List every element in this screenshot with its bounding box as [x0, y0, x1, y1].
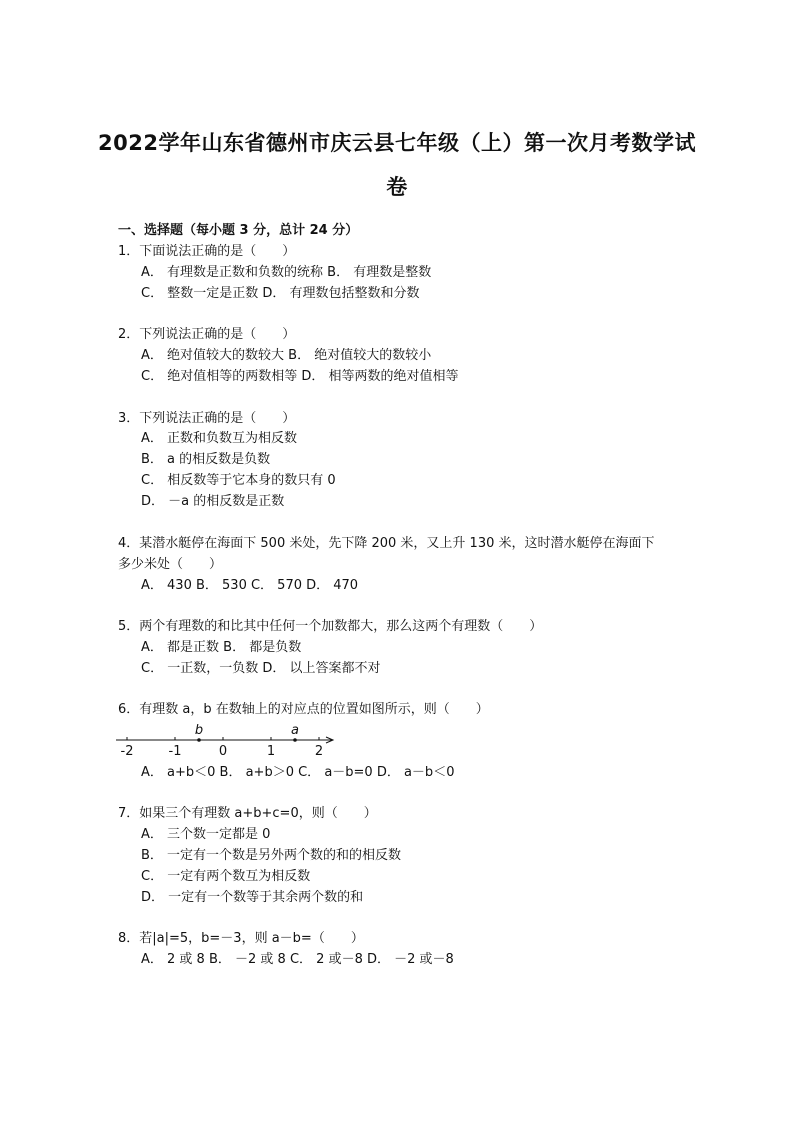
question-1-option-row: A． 有理数是正数和负数的统称 B． 有理数是整数	[141, 265, 432, 280]
question-5-stem: 5．两个有理数的和比其中任何一个加数都大，那么这两个有理数（ ）	[118, 619, 543, 634]
number-line-point-b	[197, 738, 201, 742]
number-line-tick-label: -1	[168, 744, 182, 758]
number-line-figure	[112, 722, 342, 758]
question-5-option-row: A． 都是正数 B． 都是负数	[141, 640, 302, 655]
number-line-point-label-a: a	[291, 723, 299, 738]
question-8-option-row: A． 2 或 8 B． －2 或 8 C． 2 或－8 D． －2 或－8	[141, 952, 454, 967]
question-3-option-d: D． －a 的相反数是正数	[141, 494, 285, 509]
question-8-stem: 8．若|a|=5，b=－3，则 a－b=（ ）	[118, 931, 364, 946]
question-5-option-row: C． 一正数，一负数 D． 以上答案都不对	[141, 661, 381, 676]
question-7-option-c: C． 一定有两个数互为相反数	[141, 869, 311, 884]
question-7-option-d: D． 一定有一个数等于其余两个数的和	[141, 890, 364, 905]
question-1-stem: 1．下面说法正确的是（ ）	[118, 244, 296, 259]
question-7-stem: 7．如果三个有理数 a+b+c=0，则（ ）	[118, 806, 377, 821]
question-2-option-row: C． 绝对值相等的两数相等 D． 相等两数的绝对值相等	[141, 369, 459, 384]
question-2-option-row: A． 绝对值较大的数较大 B． 绝对值较大的数较小	[141, 348, 432, 363]
document-title-line2: 卷	[386, 175, 408, 199]
number-line-point-a	[293, 738, 297, 742]
question-6-option-row: A． a+b＜0 B． a+b＞0 C． a－b=0 D． a－b＜0	[141, 765, 455, 780]
number-line-tick-label: 2	[314, 744, 324, 758]
number-line-tick-label: -2	[120, 744, 134, 758]
document-title-line1: 2022学年山东省德州市庆云县七年级（上）第一次月考数学试	[98, 131, 696, 155]
question-7-option-a: A． 三个数一定都是 0	[141, 827, 271, 842]
number-line-point-label-b: b	[194, 723, 204, 738]
section-heading: 一、选择题（每小题 3 分，总计 24 分）	[118, 223, 359, 238]
question-4-stem-continued: 多少米处（ ）	[118, 557, 223, 572]
question-3-option-b: B． a 的相反数是负数	[141, 452, 271, 467]
question-7-option-b: B． 一定有一个数是另外两个数的和的相反数	[141, 848, 402, 863]
question-2-stem: 2．下列说法正确的是（ ）	[118, 327, 296, 342]
question-3-option-c: C． 相反数等于它本身的数只有 0	[141, 473, 336, 488]
question-3-stem: 3．下列说法正确的是（ ）	[118, 411, 296, 426]
question-6-stem: 6．有理数 a，b 在数轴上的对应点的位置如图所示，则（ ）	[118, 702, 489, 717]
question-1-option-row: C． 整数一定是正数 D． 有理数包括整数和分数	[141, 286, 420, 301]
question-4-stem: 4．某潜水艇停在海面下 500 米处，先下降 200 米，又上升 130 米，这时潜水艇停在海面下	[118, 536, 655, 551]
question-3-option-a: A． 正数和负数互为相反数	[141, 431, 298, 446]
number-line-tick-label: 1	[266, 744, 276, 758]
number-line-tick-label: 0	[218, 744, 228, 758]
question-4-option-row: A． 430 B． 530 C． 570 D． 470	[141, 578, 359, 593]
